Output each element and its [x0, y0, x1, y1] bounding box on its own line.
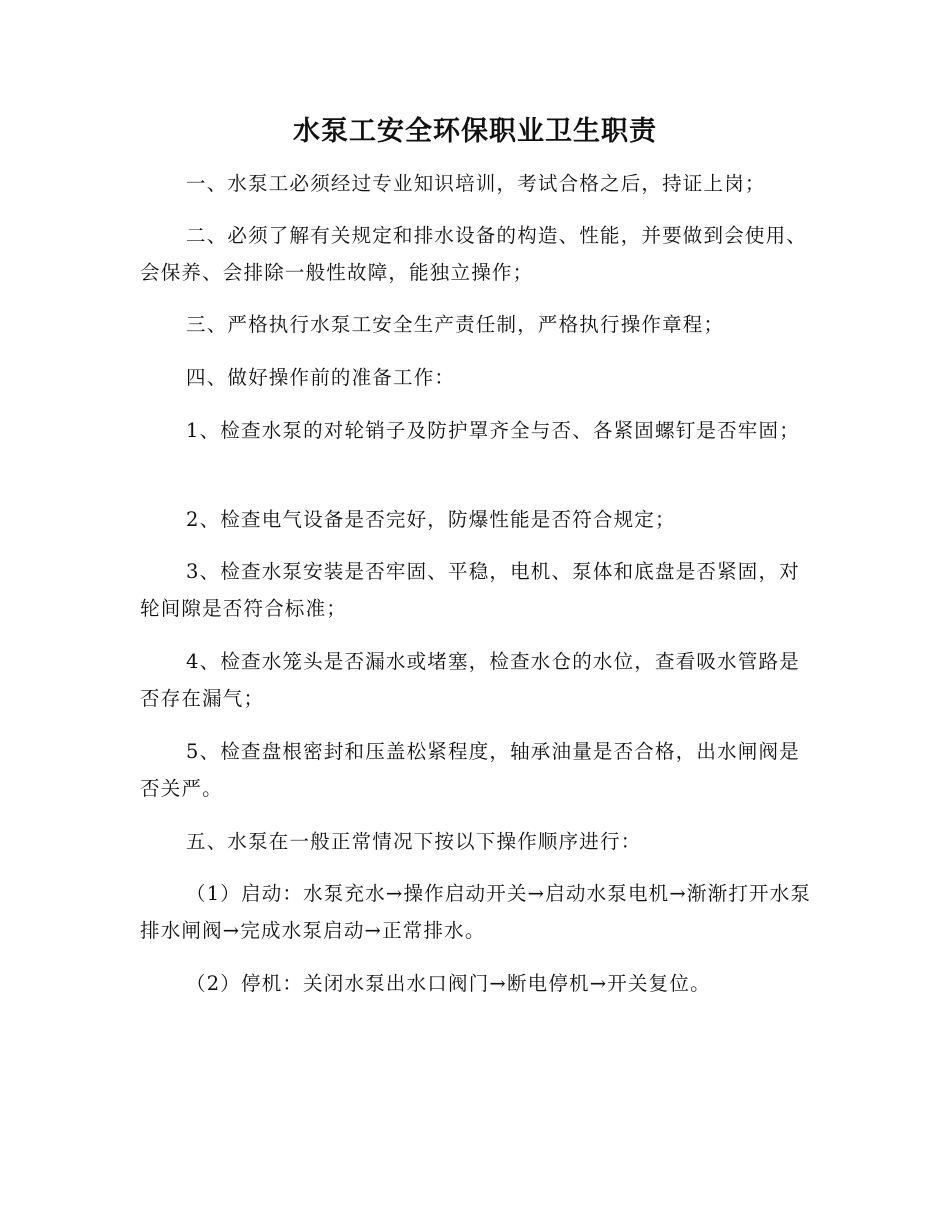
paragraph-sub-item-5: 5、检查盘根密封和压盖松紧程度，轴承油量是否合格，出水闸阀是否关严。 — [140, 740, 800, 800]
paragraph-item-2: 二、必须了解有关规定和排水设备的构造、性能，并要做到会使用、会保养、会排除一般性故障，能独立操作； — [140, 224, 808, 284]
paragraph-sub-item-4: 4、检查水笼头是否漏水或堵塞，检查水仓的水位，查看吸水管路是否存在漏气； — [140, 650, 800, 710]
operation-step-start: （1）启动：水泵充水→操作启动开关→启动水泵电机→渐渐打开水泵排水闸阀→完成水泵启动→正常排水。 — [140, 882, 812, 942]
paragraph-item-5: 五、水泵在一般正常情况下按以下操作顺序进行： — [186, 830, 642, 853]
paragraph-item-1: 一、水泵工必须经过专业知识培训，考试合格之后，持证上岗； — [186, 172, 766, 195]
paragraph-sub-item-3: 3、检查水泵安装是否牢固、平稳，电机、泵体和底盘是否紧固，对轮间隙是否符合标准； — [140, 560, 800, 620]
document-title: 水泵工安全环保职业卫生职责 — [293, 116, 657, 147]
paragraph-sub-item-1: 1、检查水泵的对轮销子及防护罩齐全与否、各紧固螺钉是否牢固； — [186, 419, 800, 442]
paragraph-item-4: 四、做好操作前的准备工作： — [186, 366, 456, 389]
operation-step-stop: （2）停机：关闭水泵出水口阀门→断电停机→开关复位。 — [186, 972, 711, 995]
paragraph-item-3: 三、严格执行水泵工安全生产责任制，严格执行操作章程； — [186, 313, 725, 336]
paragraph-sub-item-2: 2、检查电气设备是否完好，防爆性能是否符合规定； — [186, 508, 676, 531]
